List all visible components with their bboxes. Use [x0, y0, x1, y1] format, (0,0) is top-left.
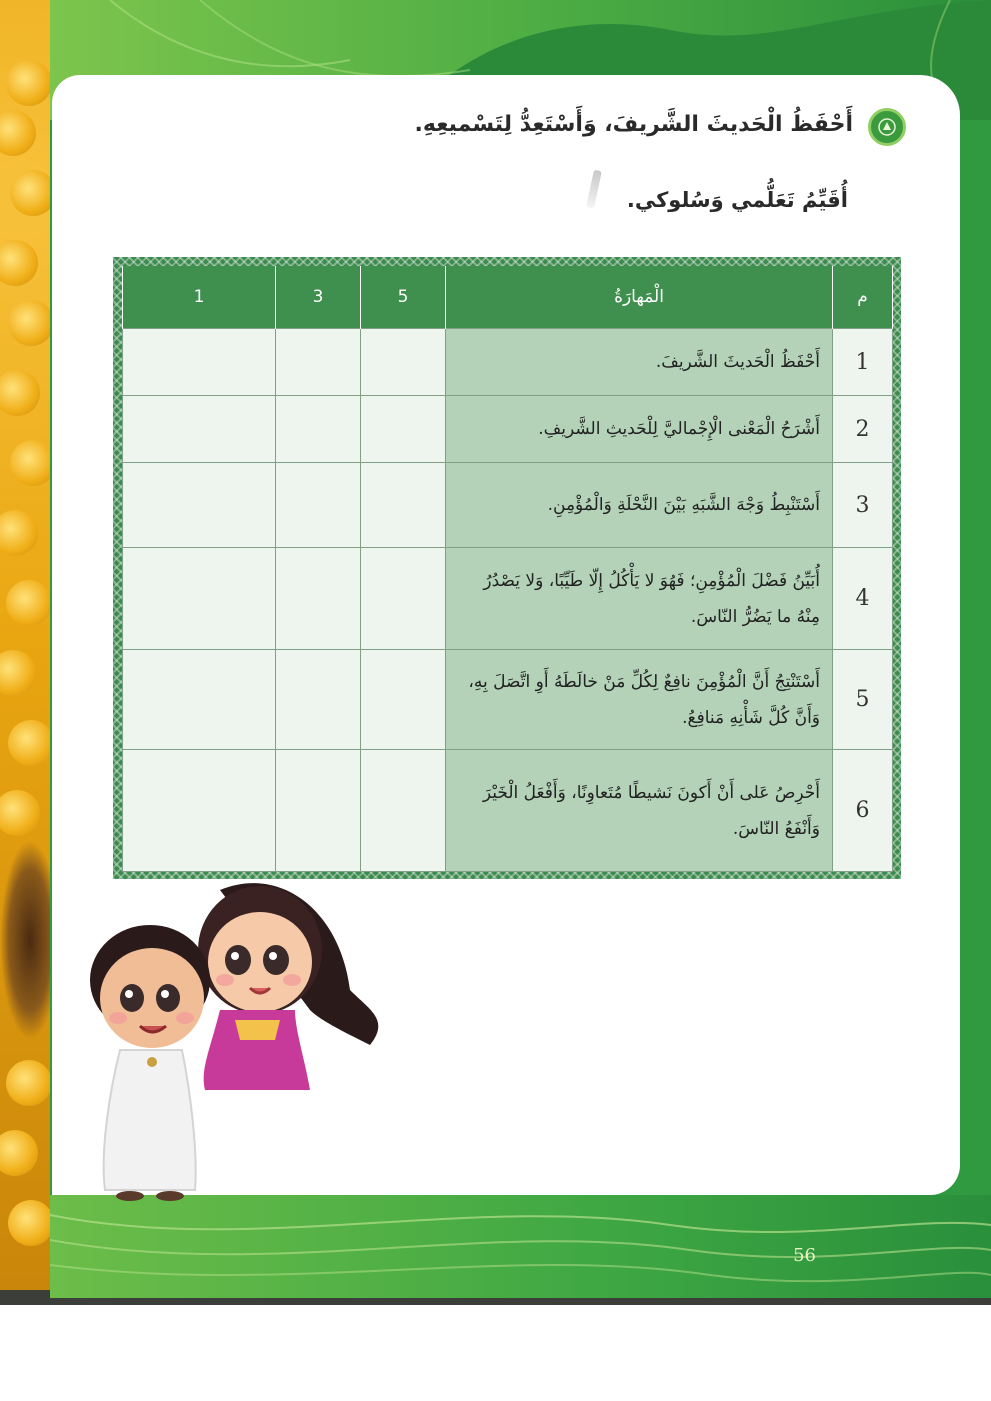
score-1-cell[interactable]	[123, 548, 276, 650]
table-row	[123, 548, 893, 650]
lesson-heading: أَحْفَظُ الْحَديثَ الشَّريفَ، وَأَسْتَعِدُّ لِتَسْميعِهِ.	[414, 112, 853, 137]
row-skill: أُبَيِّنُ فَضْلَ الْمُؤْمِنِ؛ فَهُوَ لا يَأْكُلُ إِلّا طَيِّبًا، وَلا يَصْدُرُ مِنْهُ ما يَضُرُّ النّاسَ.	[446, 548, 833, 650]
score-3-cell[interactable]	[276, 463, 361, 548]
row-index: 5	[833, 650, 893, 750]
score-1-cell[interactable]	[123, 329, 276, 396]
assessment-table-frame	[113, 257, 901, 879]
row-index: 4	[833, 548, 893, 650]
score-5-cell[interactable]	[361, 750, 446, 872]
score-5-cell[interactable]	[361, 650, 446, 750]
score-1-cell[interactable]	[123, 396, 276, 463]
assessment-table	[122, 266, 893, 872]
row-index: 6	[833, 750, 893, 872]
row-index: 1	[833, 329, 893, 396]
score-3-cell[interactable]	[276, 548, 361, 650]
ministry-seal-icon	[868, 108, 906, 146]
score-1-cell[interactable]	[123, 750, 276, 872]
score-3-cell[interactable]	[276, 750, 361, 872]
row-skill: أَسْتَنْتِجُ أَنَّ الْمُؤْمِنَ نافِعٌ لِكُلِّ مَنْ خالَطَهُ أَوِ اتَّصَلَ بِهِ، وَأَنَّ كُلَّ شَأْنِهِ مَنافِعُ.	[446, 650, 833, 750]
score-5-cell[interactable]	[361, 463, 446, 548]
score-3-cell[interactable]	[276, 650, 361, 750]
header-score-1: 1	[123, 266, 276, 329]
header-score-3: 3	[276, 266, 361, 329]
bottom-decorative-band	[50, 1195, 991, 1298]
score-5-cell[interactable]	[361, 329, 446, 396]
row-index: 2	[833, 396, 893, 463]
table-row	[123, 329, 893, 396]
table-row	[123, 463, 893, 548]
header-skill: الْمَهارَةُ	[446, 266, 833, 329]
page-number: 56	[793, 1245, 816, 1266]
row-skill: أَحْفَظُ الْحَديثَ الشَّريفَ.	[446, 329, 833, 396]
score-3-cell[interactable]	[276, 329, 361, 396]
children-illustration	[70, 870, 390, 1210]
left-page-honeycomb	[0, 0, 50, 1290]
score-5-cell[interactable]	[361, 396, 446, 463]
score-5-cell[interactable]	[361, 548, 446, 650]
table-row	[123, 650, 893, 750]
table-header-row	[123, 266, 893, 329]
score-1-cell[interactable]	[123, 650, 276, 750]
header-index: م	[833, 266, 893, 329]
table-row	[123, 750, 893, 872]
header-score-5: 5	[361, 266, 446, 329]
row-skill: أَسْتَنْبِطُ وَجْهَ الشَّبَهِ بَيْنَ النَّحْلَةِ وَالْمُؤْمِنِ.	[446, 463, 833, 548]
score-1-cell[interactable]	[123, 463, 276, 548]
row-skill: أَحْرِصُ عَلى أَنْ أَكونَ نَشيطًا مُتَعاوِنًا، وَأَفْعَلُ الْخَيْرَ وَأَنْفَعُ النّاسَ.	[446, 750, 833, 872]
row-skill: أَشْرَحُ الْمَعْنى الْإِجْماليَّ لِلْحَديثِ الشَّريفِ.	[446, 396, 833, 463]
score-3-cell[interactable]	[276, 396, 361, 463]
table-row	[123, 396, 893, 463]
row-index: 3	[833, 463, 893, 548]
self-assessment-heading: أُقَيِّمُ تَعَلُّمي وَسُلوكي.	[626, 188, 848, 212]
